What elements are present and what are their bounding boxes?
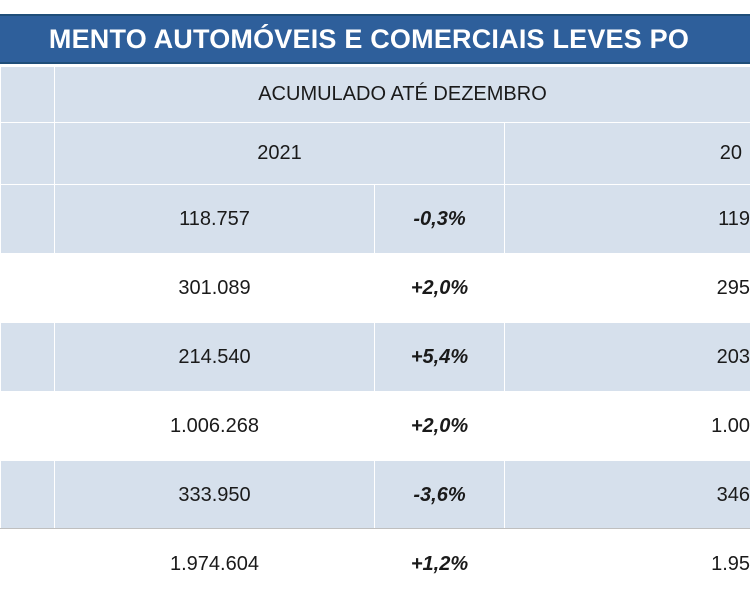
cell-variation: +5,4%: [375, 323, 505, 392]
data-table: [0, 66, 751, 599]
table-row: [1, 323, 751, 392]
row-label-cell: [1, 254, 55, 323]
table-row: [1, 530, 751, 599]
row-label-cell: [1, 323, 55, 392]
cell-variation: -3,6%: [375, 461, 505, 530]
title-banner: [0, 14, 750, 64]
cell-value-2021: 333.950: [55, 461, 375, 530]
table-row: [1, 392, 751, 461]
cell-value-2022: 1.95: [505, 530, 751, 599]
table-bottom-border: [0, 528, 750, 537]
row-label-cell: [1, 185, 55, 254]
cell-variation: -0,3%: [375, 185, 505, 254]
cell-value-2021: 1.006.268: [55, 392, 375, 461]
table-row: [1, 254, 751, 323]
row-label-cell: [1, 530, 55, 599]
cell-variation: +2,0%: [375, 254, 505, 323]
cell-value-2022: 346: [505, 461, 751, 530]
header-corner-cell: [1, 67, 55, 123]
table-header-row-group: [1, 67, 751, 123]
row-label-cell: [1, 461, 55, 530]
header-year-2022: 20: [505, 123, 751, 185]
cell-value-2022: 295: [505, 254, 751, 323]
table-row: [1, 185, 751, 254]
cell-value-2021: 118.757: [55, 185, 375, 254]
cell-value-2021: 214.540: [55, 323, 375, 392]
cell-value-2021: 1.974.604: [55, 530, 375, 599]
cell-value-2022: 203: [505, 323, 751, 392]
cell-variation: +1,2%: [375, 530, 505, 599]
header-year-2021: 2021: [55, 123, 505, 185]
header-corner-cell-2: [1, 123, 55, 185]
table-header-row-years: [1, 123, 751, 185]
table-row: [1, 461, 751, 530]
row-label-cell: [1, 392, 55, 461]
page-title: MENTO AUTOMÓVEIS E COMERCIAIS LEVES PO: [48, 23, 690, 54]
header-group-label: ACUMULADO ATÉ DEZEMBRO: [55, 67, 751, 123]
cell-value-2022: 119: [505, 185, 751, 254]
cell-variation: +2,0%: [375, 392, 505, 461]
cell-value-2021: 301.089: [55, 254, 375, 323]
cell-value-2022: 1.00: [505, 392, 751, 461]
